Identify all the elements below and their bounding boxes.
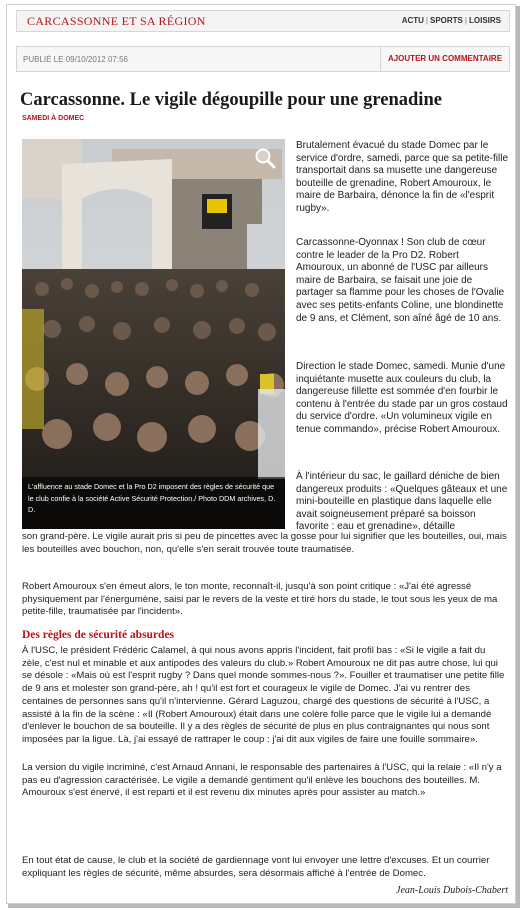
article-paragraph: À l'USC, le président Frédéric Calamel, à qui nous avons appris l'incident, fait profil bas : «Si le vigile a fait du zèle, c'est nul et minable et aux antipodes des valeurs du club.» Robert Amouroux ne dit pas autre chose, lui qui se désole : «Mais où est l'esprit rugby ? Dans quel monde sommes-nous ?». Fouiller et traumatiser une petite fille de 9 ans et molester son grand-père, ah ! qu'il est fort et courageux le vigile de Domec. J'ai vu rentrer des centaines de personnes sans qu'il n'intervienne. Gérard Laguzou, chargé des questions de sécurité à l'USC, a assisté à la fin de la scène : «Il (Robert Amouroux) était dans une colère folle parce que le vigile lui a demandé d'enlever le bouchon de sa bouteille. Il y a des règles de sécurité de plus en plus contraignantes qui nous sont imposées par la ligue. Là, j'ai essayé de rattraper le coup : j'ai dit aux vigiles de faire une fouille sommaire». bbox=[22, 645, 505, 745]
frame-shadow-bottom bbox=[8, 904, 520, 908]
photo-caption: L'affluence au stade Domec et la Pro D2 imposent des règles de sécurité que le club confie à la société Active Sécurité Protection./ Photo DDM archives, D. D. bbox=[22, 477, 285, 529]
article-paragraph: En tout état de cause, le club et la société de gardiennage vont lui envoyer une lettre d'excuses. Et un courrier expliquant les règles de sécurité, même absurdes, sera désormais affiché à l'entrée de Domec. bbox=[22, 855, 490, 879]
zoom-magnifier-icon[interactable] bbox=[254, 147, 276, 169]
article-paragraph: La version du vigile incriminé, c'est Arnaud Annani, le responsable des partenaires à l'USC, qui la relaie : «Il n'y a pas eu d'agression caractérisée. Le vigile a demandé gentiment qu'il enlève les bouchons des bouteilles. M. Amouroux s'est énervé, il est reparti et il est revenu dix minutes après pour assister au match.» bbox=[22, 762, 502, 799]
article-paragraph: Direction le stade Domec, samedi. Munie d'une inquiétante musette aux couleurs du club, la dangereuse fillette est sommée d'en fourbir le contenu à l'entrée du stade par un gros costaud du service d'ordre. «Un volumineux vigile en tenue commando», précise Robert Amouroux. bbox=[296, 361, 508, 435]
article-kicker: SAMEDI À DOMEC bbox=[22, 115, 85, 122]
nav-loisirs[interactable]: LOISIRS bbox=[468, 16, 501, 25]
article-subheading: Des règles de sécurité absurdes bbox=[22, 629, 175, 641]
article-paragraph: son grand-père. Le vigile aurait pris si peu de pincettes avec la gosse pour lui signifier que les bouteilles, oui, mais les bouteilles avec bouchon, non, qu'elle s'en serait trouvée toute traumatisée. bbox=[22, 531, 507, 555]
nav-sports[interactable]: SPORTS bbox=[430, 16, 463, 25]
article-photo[interactable] bbox=[22, 139, 285, 529]
section-header bbox=[16, 10, 510, 32]
article-paragraph: Brutalement évacué du stade Domec par le service d'ordre, samedi, parce que sa petite-fille transportait dans sa musette une dangereuse bouteille de grenadine, Robert Amouroux, le maire de Barbaira, dénonce la fin de «l'esprit rugby». bbox=[296, 140, 509, 214]
top-nav bbox=[402, 16, 501, 25]
meta-bar bbox=[16, 46, 510, 72]
article-paragraph: Robert Amouroux s'en émeut alors, le ton monte, reconnaît-il, jusqu'à son point critique : «J'ai été agressé physiquement par l'énergumène, saisi par le revers de la veste et tiré hors du stade, le tout sous les yeux de ma petite-fille, traumatisée par l'incident». bbox=[22, 581, 498, 618]
article-title: Carcassonne. Le vigile dégoupille pour une grenadine bbox=[20, 90, 442, 110]
author-signature: Jean-Louis Dubois-Chabert bbox=[396, 885, 508, 896]
publish-date: PUBLIÉ LE 09/10/2012 07:56 bbox=[23, 55, 128, 64]
nav-separator: | bbox=[425, 16, 428, 25]
stadium-crowd-image bbox=[22, 139, 285, 529]
add-comment-button[interactable]: AJOUTER UN COMMENTAIRE bbox=[380, 47, 509, 71]
nav-actu[interactable]: ACTU bbox=[401, 16, 424, 25]
article-paragraph: À l'intérieur du sac, le gaillard déniche de bien dangereux produits : «Quelques gâteaux et une mini-bouteille en plastique dans laquelle elle avait soigneusement préparé sa boisson favorite : eau et grenadine», détaille bbox=[296, 471, 508, 533]
nav-separator: | bbox=[464, 16, 467, 25]
article-paragraph: Carcassonne-Oyonnax ! Son club de cœur contre le leader de la Pro D2. Robert Amouroux, un abonné de l'USC par ailleurs maire de Barbaira, se faisait une joie de partager sa flamme pour les choses de l'Ovalie avec ses petits-enfants Coline, une blondinette de 9 ans, et Clément, son aîné âgé de 10 ans. bbox=[296, 237, 505, 324]
section-title[interactable]: CARCASSONNE ET SA RÉGION bbox=[27, 14, 206, 28]
frame-shadow-right bbox=[516, 6, 520, 906]
